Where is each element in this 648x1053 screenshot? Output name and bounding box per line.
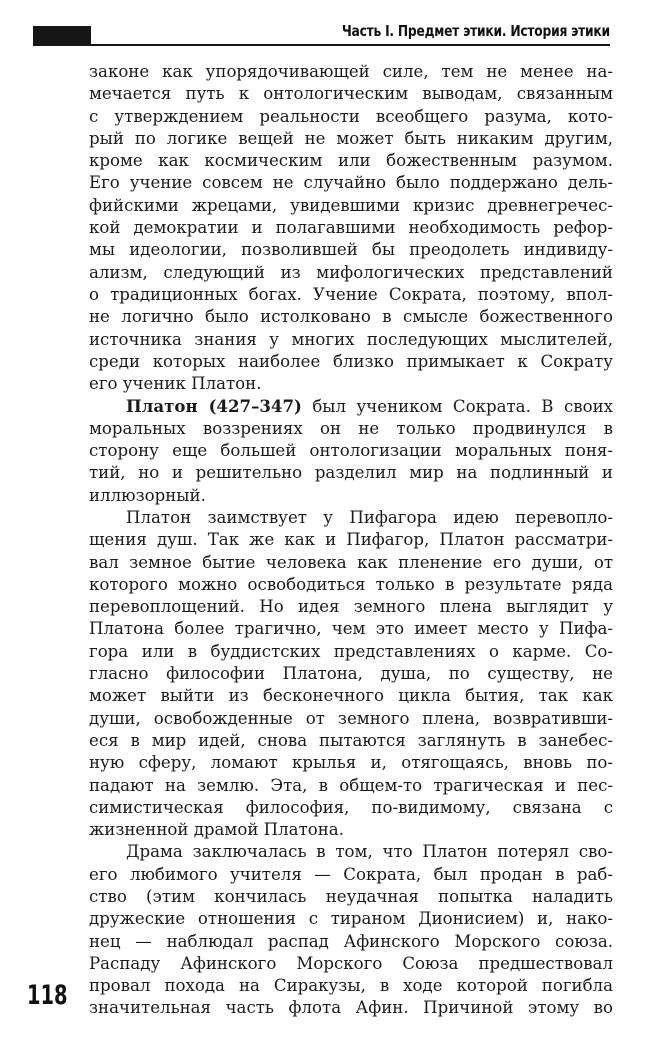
text-line: не логично было истолковано в смысле божественного	[89, 307, 613, 327]
paragraph-3	[89, 507, 613, 841]
text-line: тий, но и решительно разделил мир на подлинный и	[89, 463, 613, 483]
text-line: симистическая философия, по-видимому, связана с	[89, 797, 613, 817]
text-line: падают на землю. Эта, в общем-то трагическая и пес-	[89, 775, 613, 795]
text-line: мы идеологии, позволившей бы преодолеть индивиду-	[89, 240, 613, 260]
text-line: Драма заключалась в том, что Платон потерял сво-	[126, 842, 613, 862]
header-bar	[33, 26, 91, 46]
text-line: ализм, следующий из мифологических представлений	[89, 262, 613, 282]
text-line: его ученик Платон.	[89, 374, 262, 394]
text-line: источника знания у многих последующих мыслителей,	[89, 329, 613, 349]
header-rule	[91, 44, 610, 46]
text-line: щения душ. Так же как и Пифагор, Платон рассматри-	[89, 530, 613, 550]
text-line: которого можно освободиться только в результате ряда	[89, 574, 613, 594]
text-line: его любимого учителя — Сократа, был продан в раб-	[89, 864, 613, 884]
text-line: Распаду Афинского Морского Союза предшествовал	[89, 953, 613, 973]
text-line: ство (этим кончилась неудачная попытка наладить	[89, 886, 613, 906]
text-line	[89, 395, 613, 417]
running-header-title: Часть I. Предмет этики. История этики	[341, 22, 610, 40]
text-line: среди которых наиболее близко примыкает к Сократу	[89, 351, 613, 371]
text-line: рый по логике вещей не может быть никаким другим,	[89, 128, 613, 148]
paragraph-4	[89, 841, 613, 1019]
text-line: фийскими жрецами, увидевшими кризис древнегречес-	[89, 195, 613, 215]
text-span: был учеником Сократа. В своих	[301, 397, 613, 417]
text-line: может выйти из бесконечного цикла бытия, так как	[89, 686, 613, 706]
text-line: перевоплощений. Но идея земного плена выглядит у	[89, 597, 613, 617]
text-line: ную сферу, ломают крылья и, отягощаясь, вновь по-	[89, 753, 613, 773]
text-line: гора или в буддистских представлениях о карме. Со-	[89, 641, 613, 661]
text-line: Платон заимствует у Пифагора идею перевопло-	[126, 507, 613, 527]
bold-lead: Платон (427–347)	[126, 396, 302, 417]
text-line: вал земное бытие человека как пленение его души, от	[89, 552, 613, 572]
text-line: моральных воззрениях он не только продвинулся в	[89, 418, 613, 438]
text-line: законе как упорядочивающей силе, тем не менее на-	[89, 62, 613, 81]
page-number: 118	[27, 980, 68, 1011]
text-line: сторону еще большей онтологизации моральных поня-	[89, 441, 613, 461]
text-line: Его учение совсем не случайно было поддержано дель-	[89, 173, 613, 193]
body-text	[89, 61, 613, 1020]
text-line: провал похода на Сиракузы, в ходе которой погибла	[89, 976, 613, 996]
text-line: мечается путь к онтологическим выводам, связанным	[89, 84, 613, 104]
text-line: значительная часть флота Афин. Причиной этому во	[89, 998, 613, 1018]
text-line: о традиционных богах. Учение Сократа, поэтому, впол-	[89, 284, 613, 304]
text-line: жизненной драмой Платона.	[89, 820, 344, 840]
text-line: нец — наблюдал распад Афинского Морского союза.	[89, 931, 613, 951]
text-line: кой демократии и полагавшими необходимость рефор-	[89, 218, 613, 238]
text-line: гласно философии Платона, душа, по существу, не	[89, 664, 613, 684]
text-line: иллюзорный.	[89, 485, 206, 505]
text-line: еся в мир идей, снова пытаются заглянуть в занебес-	[89, 730, 613, 750]
text-line: кроме как космическим или божественным разумом.	[89, 151, 613, 171]
text-line: души, освобожденные от земного плена, возвративши-	[89, 708, 613, 728]
text-line: дружеские отношения с тираном Дионисием) и, нако-	[89, 909, 613, 929]
paragraph-1	[89, 61, 613, 395]
paragraph-2	[89, 395, 613, 506]
text-line: Платона более трагично, чем это имеет место у Пифа-	[89, 619, 613, 639]
text-line: с утверждением реальности всеобщего разума, кото-	[89, 106, 613, 126]
